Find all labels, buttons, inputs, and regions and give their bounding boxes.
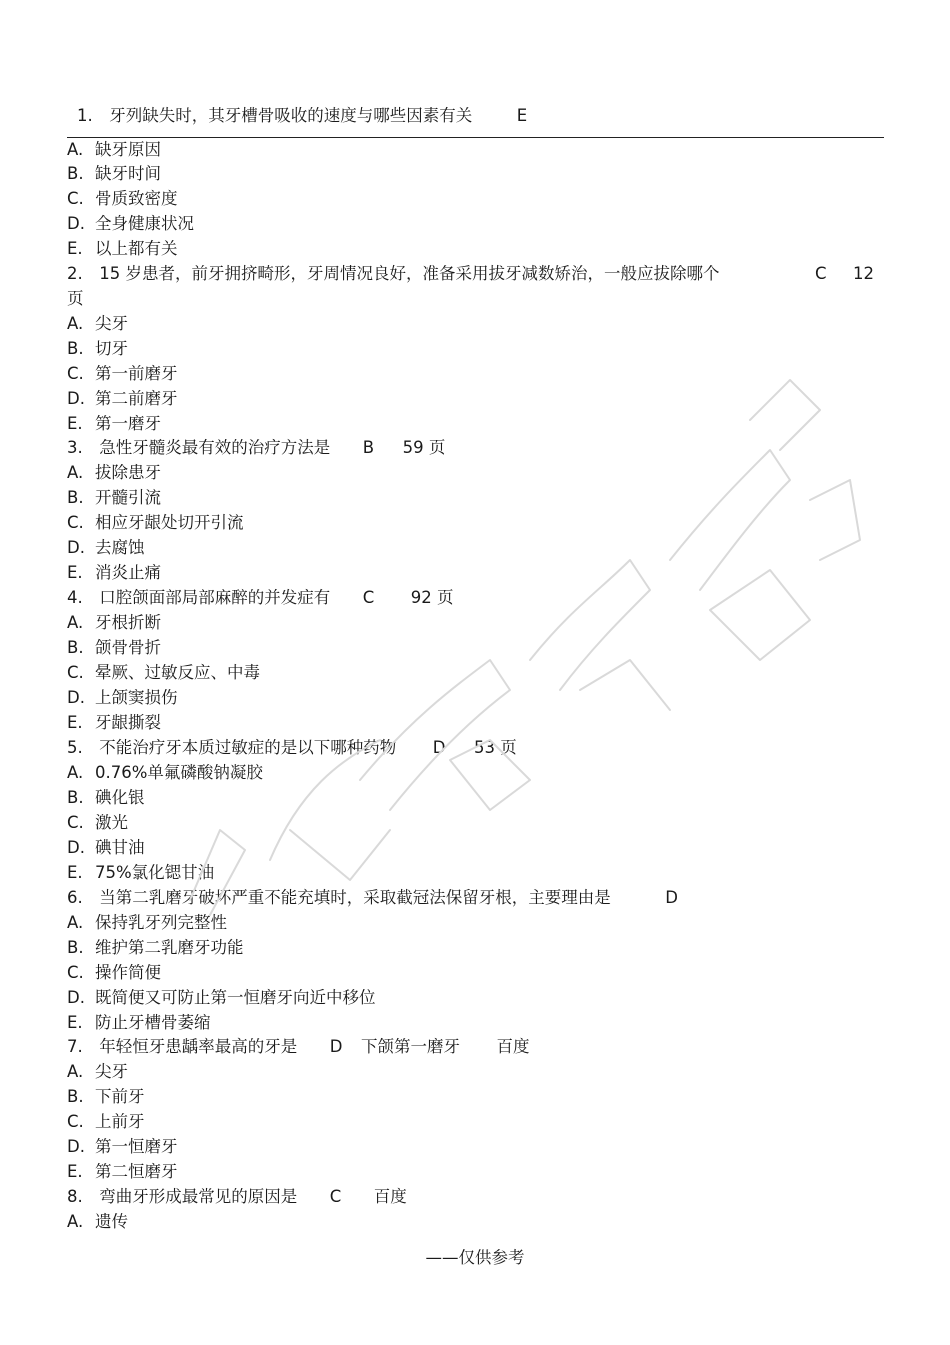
- option-text: 开髓引流: [95, 488, 161, 507]
- answer-key: B: [362, 438, 375, 457]
- option-label: D.: [67, 1137, 85, 1156]
- question-text: 牙列缺失时，其牙槽骨吸收的速度与哪些因素有关: [109, 106, 473, 125]
- option-label: A.: [67, 140, 84, 159]
- option-label: A.: [67, 763, 84, 782]
- option-text: 激光: [95, 813, 128, 832]
- option-row: [67, 486, 161, 510]
- option-row: [67, 1011, 211, 1035]
- option-text: 全身健康状况: [95, 214, 194, 233]
- option-label: C.: [67, 963, 84, 982]
- option-label: B.: [67, 938, 84, 957]
- option-text: 牙龈撕裂: [95, 713, 161, 732]
- option-row: [67, 511, 244, 535]
- option-text: 拔除患牙: [95, 463, 161, 482]
- option-text: 骨质致密度: [95, 189, 178, 208]
- option-label: D.: [67, 538, 85, 557]
- question-text: 弯曲牙形成最常见的原因是: [99, 1187, 298, 1206]
- option-row: [67, 611, 161, 635]
- option-row: [67, 461, 161, 485]
- option-row: [67, 212, 194, 236]
- option-text: 第一前磨牙: [95, 364, 178, 383]
- option-label: A.: [67, 613, 84, 632]
- answer-key: E: [516, 106, 528, 125]
- option-label: B.: [67, 788, 84, 807]
- option-text: 碘甘油: [95, 838, 145, 857]
- question-number: 4.: [67, 588, 83, 607]
- option-label: A.: [67, 1212, 84, 1231]
- page-ref: 12: [853, 264, 874, 283]
- question-number: 6.: [67, 888, 83, 907]
- option-row: [67, 561, 161, 585]
- answer-key: D: [432, 738, 446, 757]
- option-label: B.: [67, 164, 84, 183]
- option-label: E.: [67, 1013, 83, 1032]
- option-label: A.: [67, 463, 84, 482]
- option-row: [67, 1085, 145, 1109]
- option-row: [67, 1110, 145, 1134]
- option-row: [67, 961, 161, 985]
- question-1: [77, 104, 527, 128]
- option-text: 碘化银: [95, 788, 145, 807]
- question-7: [67, 1035, 529, 1059]
- question-number: 5.: [67, 738, 83, 757]
- answer-key: D: [665, 888, 678, 907]
- option-row: [67, 986, 376, 1010]
- option-label: B.: [67, 638, 84, 657]
- question-number: 1.: [77, 106, 93, 125]
- option-text: 保持乳牙列完整性: [95, 913, 227, 932]
- source-ref: 百度: [496, 1037, 530, 1056]
- question-8: [67, 1185, 407, 1209]
- option-text: 相应牙龈处切开引流: [95, 513, 244, 532]
- option-label: D.: [67, 389, 85, 408]
- option-text: 切牙: [95, 339, 128, 358]
- question-text: 年轻恒牙患龋率最高的牙是: [99, 1037, 298, 1056]
- question-5: [67, 736, 517, 760]
- option-row: [67, 836, 145, 860]
- option-text: 上前牙: [95, 1112, 145, 1131]
- option-text: 操作简便: [95, 963, 161, 982]
- header-rule: [67, 137, 884, 138]
- question-text: 急性牙髓炎最有效的治疗方法是: [99, 438, 331, 457]
- option-label: E.: [67, 414, 83, 433]
- option-text: 颌骨骨折: [95, 638, 161, 657]
- question-text: 不能治疗牙本质过敏症的是以下哪种药物: [99, 738, 397, 757]
- option-text: 以上都有关: [95, 239, 178, 258]
- option-text: 既简便又可防止第一恒磨牙向近中移位: [95, 988, 376, 1007]
- question-text: 15 岁患者，前牙拥挤畸形，牙周情况良好，准备采用拔牙减数矫治，一般应拔除哪个: [99, 264, 720, 283]
- option-text: 第二恒磨牙: [95, 1162, 178, 1181]
- option-text: 牙根折断: [95, 613, 161, 632]
- option-row: [67, 761, 263, 785]
- answer-note: 下颌第一磨牙: [360, 1037, 460, 1056]
- option-row: [67, 911, 227, 935]
- option-row: [67, 387, 178, 411]
- option-text: 第二前磨牙: [95, 389, 178, 408]
- option-label: A.: [67, 1062, 84, 1081]
- option-label: C.: [67, 189, 84, 208]
- option-label: A.: [67, 314, 84, 333]
- option-text: 缺牙原因: [95, 140, 161, 159]
- option-row: [67, 237, 178, 261]
- question-text: 口腔颌面部局部麻醉的并发症有: [99, 588, 331, 607]
- option-label: B.: [67, 339, 84, 358]
- question-6: [67, 886, 678, 910]
- option-row: [67, 811, 128, 835]
- option-label: E.: [67, 713, 83, 732]
- option-label: E.: [67, 863, 83, 882]
- option-label: B.: [67, 1087, 84, 1106]
- option-row: [67, 412, 161, 436]
- question-3: [67, 436, 445, 460]
- option-text: 0.76%单氟磷酸钠凝胶: [95, 763, 263, 782]
- option-text: 维护第二乳磨牙功能: [95, 938, 244, 957]
- question-number: 2.: [67, 264, 83, 283]
- option-row: [67, 786, 145, 810]
- option-text: 尖牙: [95, 1062, 128, 1081]
- option-label: C.: [67, 813, 84, 832]
- option-text: 下前牙: [95, 1087, 145, 1106]
- question-text: 当第二乳磨牙破坏严重不能充填时，采取截冠法保留牙根，主要理由是: [99, 888, 611, 907]
- option-label: E.: [67, 239, 83, 258]
- option-row: [67, 362, 178, 386]
- option-row: [67, 162, 161, 186]
- page-ref: 59 页: [402, 438, 446, 457]
- option-row: [67, 636, 161, 660]
- question-number: 7.: [67, 1037, 83, 1056]
- question-4: [67, 586, 454, 610]
- option-text: 去腐蚀: [95, 538, 145, 557]
- page-ref-unit: 页: [67, 289, 84, 308]
- option-label: C.: [67, 513, 84, 532]
- page-ref: 92 页: [410, 588, 454, 607]
- option-row: [67, 1210, 128, 1234]
- option-row: [67, 861, 214, 885]
- option-label: B.: [67, 488, 84, 507]
- option-text: 晕厥、过敏反应、中毒: [95, 663, 260, 682]
- answer-key: D: [329, 1037, 343, 1056]
- option-row: [67, 536, 145, 560]
- option-label: C.: [67, 364, 84, 383]
- option-label: E.: [67, 563, 83, 582]
- page-ref: 53 页: [473, 738, 517, 757]
- option-row: [67, 312, 128, 336]
- option-label: D.: [67, 688, 85, 707]
- option-label: D.: [67, 838, 85, 857]
- answer-key: C: [815, 264, 827, 283]
- option-label: C.: [67, 663, 84, 682]
- option-text: 遗传: [95, 1212, 128, 1231]
- option-row: [67, 661, 260, 685]
- option-row: [67, 711, 161, 735]
- option-text: 尖牙: [95, 314, 128, 333]
- option-row: [67, 337, 128, 361]
- option-label: C.: [67, 1112, 84, 1131]
- footer-note: ——仅供参考: [425, 1248, 525, 1267]
- option-row: [67, 1160, 178, 1184]
- option-row: [67, 686, 178, 710]
- option-row: [67, 138, 161, 162]
- question-2: [67, 262, 877, 286]
- option-row: [67, 936, 244, 960]
- option-row: [67, 1060, 128, 1084]
- answer-key: C: [329, 1187, 342, 1206]
- option-text: 缺牙时间: [95, 164, 161, 183]
- answer-key: C: [362, 588, 375, 607]
- option-text: 第一磨牙: [95, 414, 161, 433]
- option-row: [67, 187, 178, 211]
- option-text: 第一恒磨牙: [95, 1137, 178, 1156]
- source-ref: 百度: [373, 1187, 407, 1206]
- option-label: A.: [67, 913, 84, 932]
- option-row: [67, 1135, 178, 1159]
- option-text: 消炎止痛: [95, 563, 161, 582]
- option-text: 防止牙槽骨萎缩: [95, 1013, 211, 1032]
- question-number: 8.: [67, 1187, 83, 1206]
- option-text: 上颌窦损伤: [95, 688, 178, 707]
- option-text: 75%氯化锶甘油: [95, 863, 215, 882]
- option-label: D.: [67, 214, 85, 233]
- option-label: D.: [67, 988, 85, 1007]
- question-number: 3.: [67, 438, 83, 457]
- option-label: E.: [67, 1162, 83, 1181]
